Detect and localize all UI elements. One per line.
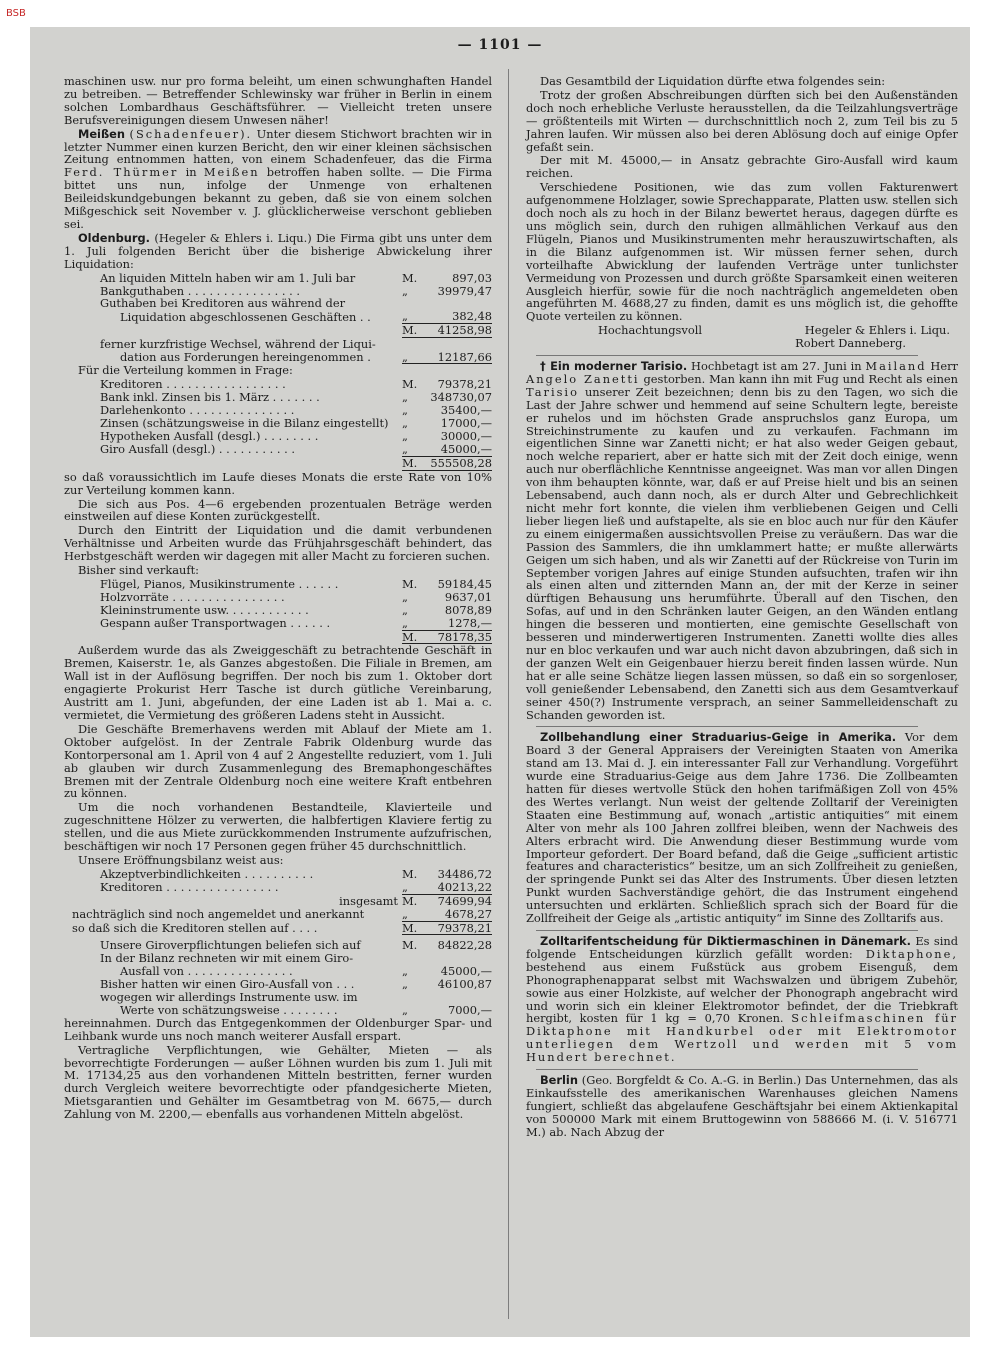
- oldenburg-heading: Oldenburg.: [78, 230, 150, 245]
- ledger-row: Kreditoren . . . . . . . . . . . . . . . . „ 40213,22: [100, 879, 492, 895]
- ledger-total-row: M. 78178,35: [402, 629, 492, 644]
- ledger-row: Kreditoren . . . . . . . . . . . . . . . . . M. 79378,21: [100, 377, 492, 392]
- paragraph-bremerhaven: Die Geschäfte Bremerhavens werden mit Ablauf der Miete am 1. Oktober aufgelöst. In der Zentrale Fabrik Oldenburg wurde das Kontorpersonal am 1. April von 4 auf 2 Angestellte reduziert, vom 1. Juli ab glauben wir durch Zusammenlegung des Bremaphongeschäftes Bremen mit der Zentrale Oldenburg noch eine weitere Kraft entbehren zu können.: [64, 721, 492, 801]
- signature-name: Robert Danneberg.: [795, 336, 906, 351]
- assets-table: [64, 272, 492, 365]
- ledger-row: Kleininstrumente usw. . . . . . . . . . . . „ 8078,89: [100, 602, 492, 617]
- article-meissen: [64, 128, 492, 231]
- berlin-heading: Berlin: [540, 1073, 578, 1088]
- article-tarisio: [526, 360, 958, 721]
- sold-heading: Bisher sind verkauft:: [78, 563, 200, 578]
- ledger-row: nachträglich sind noch angemeldet und anerkannt „ 4678,27: [72, 906, 492, 922]
- paragraph-positionen: Verschiedene Positionen, wie das zum vollen Fakturenwert aufgenommene Holzlager, sowie Sprechapparate, Platten usw. stellen sich doch noch als zu hoch in der Bilanz bewertet heraus, dagegen dürfte es uns möglich sein, durch den ruhigen allmählichen Verkauf aus den Flügeln, Pianos und Musikinstrumenten mehr herauszuwirtschaften, als in die Bilanz aufgenommen ist. Wir müssen ferner sehen, durch vorteilhafte Abwicklung der laufenden Verträge unter tunlichster Vermeidung von Prozessen und durch größte Sparsamkeit einen weiteren Ausgleich hierfür, sowie für die noch nachträglich angemeldeten oben angeführten M. 4688,27 zu finden, damit es uns möglich ist, die gehoffte Quote verteilen zu können.: [526, 180, 958, 324]
- ledger-row: Akzeptverbindlichkeiten . . . . . . . . . . M. 34486,72: [100, 866, 492, 881]
- ledger-subtotal-row: insgesamt M. 74699,94: [339, 893, 492, 908]
- paragraph-gesamtbild: Das Gesamtbild der Liquidation dürfte etwa folgendes sein:: [540, 74, 886, 88]
- ledger-subtotal-row: M. 41258,98: [402, 323, 492, 338]
- tarisio-text-a: Hochbetagt ist am 27. Juni in: [691, 359, 862, 374]
- article-separator: [536, 1069, 918, 1070]
- berlin-firm: (Geo. Borgfeldt & Co. A.-G. in Berlin.): [581, 1073, 802, 1088]
- ledger-row: ferner kurzfristige Wechsel, während der Liqui-: [100, 336, 376, 351]
- signature-greeting: Hochachtungsvoll: [598, 323, 702, 338]
- ledger-row: Bank inkl. Zinsen bis 1. März . . . . . . . „ 348730,07: [100, 390, 492, 405]
- meissen-text-a: Unter diesem Stichwort brachten wir in letzter Nummer einen kurzen Bericht, den wir einer kleinen sächsischen Zeitung entnommen hatten, von einem Schadenfeuer, das die Firma: [64, 126, 492, 167]
- ledger-row: Bankguthaben . . . . . . . . . . . . . . . . „ 39979,47: [100, 283, 492, 298]
- distribution-heading: Für die Verteilung kommen in Frage:: [78, 363, 293, 378]
- meissen-text-in: in: [185, 165, 197, 180]
- page-number: — 1101 —: [457, 37, 543, 53]
- right-column: [526, 75, 958, 1140]
- left-column: [64, 75, 492, 1122]
- diktier-text-a: Es sind folgende Entscheidungen kürzlich gefällt worden:: [526, 934, 958, 961]
- paragraph-hereinnahmen: hereinnahmen. Durch das Entgegenkommen der Oldenburger Spar- und Leihbank wurde uns noch manch weiterer Ausfall erspart.: [64, 1015, 492, 1043]
- ledger-row: Unsere Giroverpflichtungen beliefen sich auf M. 84822,28: [100, 938, 492, 953]
- article-separator: [536, 355, 918, 356]
- paragraph-abschreibungen: Trotz der großen Abschreibungen dürften sich bei den Außenständen doch noch erhebliche Verluste herausstellen, da die Teilzahlungsverträge — größtenteils mit Wirten — durchschnittlich noch 2, zum Teil bis zu 5 Jahren laufen. Wir müssen also bei deren Ablösung doch auf einige Opfer gefaßt sein.: [526, 87, 958, 154]
- article-separator: [536, 930, 918, 931]
- ledger-total-row: so daß sich die Kreditoren stellen auf . . . . M. 79378,21: [72, 920, 492, 935]
- ledger-row: Ausfall von . . . . . . . . . . . . . . . „ 45000,—: [120, 964, 492, 979]
- oldenburg-firm: (Hegeler & Ehlers i. Liqu.): [154, 230, 312, 245]
- ledger-row: Werte von schätzungsweise . . . . . . . . „ 7000,—: [120, 1002, 492, 1017]
- tarisio-text-b: Herr: [930, 359, 958, 374]
- paragraph-positions: Die sich aus Pos. 4—6 ergebenden prozentualen Beträge werden einstweilen auf diese Konten zurückgestellt.: [64, 496, 492, 524]
- meissen-text-b: betroffen haben sollte. — Die Firma bittet uns nun, infolge der Unmenge von erhaltenen Beileidskundgebungen bekannt zu geben, daß sie von einem solchen Mißgeschick seit November v. J. glücklicherweise verschont geblieben sei.: [64, 165, 493, 231]
- tarisio-text-c: gestorben. Man kann ihn mit Fug und Recht als einen: [643, 371, 958, 386]
- sold-table: [64, 578, 492, 645]
- signature-firm: Hegeler & Ehlers i. Liqu.: [804, 323, 950, 338]
- diktier-term-diktaphone: Diktaphone,: [865, 946, 958, 961]
- meissen-firm: Ferd. Thürmer: [64, 165, 179, 180]
- oldenburg-intro: Die Firma gibt uns unter dem 1. Juli folgenden Bericht über die bisherige Abwickelung ihrer Liquidation:: [64, 230, 493, 271]
- tarisio-place: Mailand: [865, 359, 927, 374]
- ledger-row: Liquidation abgeschlossenen Geschäften . . „ 382,48: [120, 309, 492, 324]
- ledger-row: Guthaben bei Kreditoren aus während der: [100, 296, 346, 311]
- paragraph-bremen: Außerdem wurde das als Zweiggeschäft zu betrachtende Geschäft in Bremen, Kaiserstr. 1e, als Ganzes abgestoßen. Die Filiale in Bremen, am Wall ist in der Auflösung begriffen. Der noch bis zum 1. Oktober dort engagierte Prokurist Herr Tasche ist durch gütliche Vereinbarung, Austritt am 1. Juni, abgefunden, der eine Laden ist ab 1. Mai a. c. vermietet, die Vermietung des größeren Ladens steht in Aussicht.: [64, 643, 492, 722]
- bsb-watermark: BSB: [6, 8, 26, 19]
- article-berlin: [526, 1074, 958, 1139]
- paragraph-verpflichtungen: Vertragliche Verpflichtungen, wie Gehälter, Mieten — als bevorrechtigte Forderungen — außer Löhnen wurden bis zum 1. Juli mit M. 17134,25 aus den vorhandenen Mitteln bestritten, ferner wurden durch Vergleich weitere bevorrechtigte oder pfandgesicherte Mieten, Mietsgarantien und Gehälter im Gesamtbetrag von M. 6675,— durch Zahlung von M. 2200,— ebenfalls aus vorhandenen Mitteln abgelöst.: [64, 1042, 492, 1122]
- tarisio-name: Tarisio: [526, 384, 579, 399]
- meissen-heading: Meißen: [78, 126, 125, 141]
- tarisio-person: Angelo Zanetti: [526, 371, 640, 386]
- tarisio-heading: † Ein moderner Tarisio.: [540, 359, 688, 374]
- ledger-row: An liquiden Mitteln haben wir am 1. Juli bar M. 897,03: [100, 270, 492, 285]
- paragraph-giro-ausfall: Der mit M. 45000,— in Ansatz gebrachte Giro-Ausfall wird kaum reichen.: [526, 153, 958, 181]
- ledger-total-row: M. 555508,28: [402, 455, 492, 470]
- paragraph-schlewinsky: maschinen usw. nur pro forma beleiht, um einen schwunghaften Handel zu betreiben. — Betreffender Schlewinsky war früher in Berlin in einem solchen Lombardhaus Geschäftsführer. — Vielleicht treten unsere Berufsvereinigungen diesem Unwesen näher!: [64, 74, 492, 127]
- distribution-table: [64, 378, 492, 470]
- paragraph-eintritt: Durch den Eintritt der Liquidation und die damit verbundenen Verhältnisse und Arbeiten wurde das Frühjahrsgeschäft behindert, das Herbstgeschäft werden wir dagegen mit aller Macht zu forcieren suchen.: [64, 523, 492, 564]
- zoll-text: Vor dem Board 3 der General Appraisers der Vereinigten Staaten von Amerika stand am 13. Mai d. J. ein interessanter Fall zur Verhandlung. Vorgeführt wurde eine Straduarius-Geige aus dem Jahre 1736. Die Zollbeamten hatten für dieses wertvolle Stück den hohen tarifmäßigen Zoll von 45% des Wertes verlangt. Nun weist der geltende Zolltarif der Vereinigten Staaten eine Bestimmung auf, wonach „artistic antiquities“ mit einem Alter von mehr als 100 Jahren zollfrei bleiben, wenn der Nachweis des Alters erbracht wird. Die Anwendung dieser Bestimmung wurde vom Importeur gefordert. Der Board befand, daß die Geige „sufficient artistic features and characteristics“ besitze, um an sich Zollfreiheit zu genießen, der springende Punkt sei das Alter des Instruments. Über diesen letzten Punkt wurden Sachverständige gehört, die das Instrument eingehend untersuchten und erklärten. Schließlich sprach sich der Board für die Zollfreiheit der Geige als „artistic antiquity“ im Sinne des Zolltarifs aus.: [526, 730, 959, 926]
- ledger-row: Hypotheken Ausfall (desgl.) . . . . . . . . „ 30000,—: [100, 428, 492, 443]
- article-zollbehandlung: [526, 731, 958, 925]
- diktier-heading: Zolltarifentscheidung für Diktiermaschinen in Dänemark.: [540, 934, 911, 948]
- article-separator: [536, 726, 918, 727]
- opening-balance-table: [64, 868, 492, 936]
- diktier-text-b: bestehend aus einem Fußstück aus grobem Eisenguß, dem Phonographenapparat selbst mit Wachswalzen und übrigem Zubehör, sowie aus einer Holzkiste, auf welcher der Phonograph angebracht wird und worin sich ein kleiner Elektromotor befindet, der die Triebkraft hergibt, kosten für 1 kg = 0,70 Kronen.: [526, 959, 958, 1026]
- paragraph-bestandteile: Um die noch vorhandenen Bestandteile, Klavierteile und zugeschnittene Hölzer zu verwerten, die halbfertigen Klaviere fertig zu stellen, und die aus Miete zurückkommenden Instrumente aufzufrischen, beschäftigen wir noch 17 Personen gegen früher 45 durchschnittlich.: [64, 800, 492, 854]
- tarisio-text-d: unserer Zeit bezeichnen; denn bis zu den Tagen, wo sich die Last der Jahre schwer und hemmend auf seine Schultern legte, bereiste er ruhelos und im höchsten Grade anspruchslos ganz Europa, um Streichinstrumente zu kaufen und zu verkaufen. Fachmann im eigentlichen Sinne war Zanetti nicht; er hat also weder Geigen gebaut, noch welche repariert, aber er hatte sich mit der Zeit doch einige, wenn auch nur oberflächliche Kenntnisse angeeignet. Was man vor allen Dingen von ihm behaupten könnte, war, daß er auf Preise hielt und bis an seinen Lebensabend, auch dann noch, als er durch Alter und Gebrechlichkeit nicht mehr fort konnte, die vielen ihm verbliebenen Geigen und Celli lieber liegen ließ und aufstapelte, als sie en bloc auch nur für den Käufer zu einem einigermaßen aussichtsvollen Preise zu veräußern. Das war die Passion des Sammlers, die ihn umklammert hatte; er mußte allerwärts Geigen um sich haben, und als wir Zanetti auf der Rückreise von Turin im September vorigen Jahres auf einige Stunden aufsuchten, trafen wir ihn als einen alten und zitternden Mann an, der mit der Kerze in seiner dürftigen Behausung uns herumführte. Überall auf den Tischen, den Sofas, auf und in den Schränken lauter Geigen, an den Wänden entlang hingen die besseren und montierten, eine gemischte Gesellschaft von besseren und minderwertigeren Instrumenten. Zanetti wollte dies alles nur en bloc verkaufen und war auch nicht davon abzubringen, daß sich in der ganzen Welt ein Geigenbauer hierzu bereit finden lassen würde. Nun hat er alle seine Schätze liegen lassen müssen, so daß ein so sorgenloser, voll genießender Lebensabend, den Zanetti sich aus dem Gesamtverkauf seiner 450(?) Instrumente versprach, an seiner Sammelleidenschaft zu Schanden geworden ist.: [526, 384, 959, 722]
- article-diktiermaschinen: [526, 935, 958, 1064]
- column-divider: [508, 69, 509, 1319]
- ledger-row: Giro Ausfall (desgl.) . . . . . . . . . . . „ 45000,—: [100, 441, 492, 457]
- opening-heading: Unsere Eröffnungsbilanz weist aus:: [78, 852, 284, 867]
- newspaper-page: [30, 27, 970, 1337]
- ledger-row: In der Bilanz rechneten wir mit einem Giro-: [100, 951, 354, 966]
- ledger-row: Holzvorräte . . . . . . . . . . . . . . . . „ 9637,01: [100, 589, 492, 604]
- paragraph-rate: so daß voraussichtlich im Laufe dieses Monats die erste Rate von 10% zur Verteilung kommen kann.: [64, 469, 492, 497]
- meissen-town: Meißen: [203, 165, 260, 180]
- diktier-text-c: Schleifmaschinen für Diktaphone mit Handkurbel oder mit Elektromotor unterliegen dem Wertzoll und werden mit 5 vom Hundert berechnet.: [526, 1011, 958, 1065]
- article-oldenburg: [64, 232, 492, 271]
- meissen-subheading: (Schadenfeuer).: [129, 126, 253, 141]
- ledger-row: dation aus Forderungen hereingenommen . „ 12187,66: [120, 349, 492, 365]
- ledger-row: Darlehenkonto . . . . . . . . . . . . . . . „ 35400,—: [100, 403, 492, 418]
- giro-table: [64, 939, 492, 1016]
- ledger-row: wogegen wir allerdings Instrumente usw. im: [100, 990, 358, 1005]
- ledger-row: Gespann außer Transportwagen . . . . . . „ 1278,—: [100, 615, 492, 631]
- ledger-row: Flügel, Pianos, Musikinstrumente . . . . . . M. 59184,45: [100, 576, 492, 591]
- ledger-row: Bisher hatten wir einen Giro-Ausfall von . . . „ 46100,87: [100, 977, 492, 992]
- berlin-text: Das Unternehmen, das als Einkaufsstelle des amerikanischen Warenhauses gleichen Namens fungiert, schließt das abgelaufene Geschäftsjahr bei einem Aktienkapital von 500000 Mark mit einem Bruttogewinn von 588666 M. (i. V. 516771 M.) ab. Nach Abzug der: [526, 1073, 958, 1139]
- zoll-heading: Zollbehandlung einer Straduarius-Geige in Amerika.: [540, 730, 897, 745]
- ledger-row: Zinsen (schätzungsweise in die Bilanz eingestellt) „ 17000,—: [100, 416, 492, 431]
